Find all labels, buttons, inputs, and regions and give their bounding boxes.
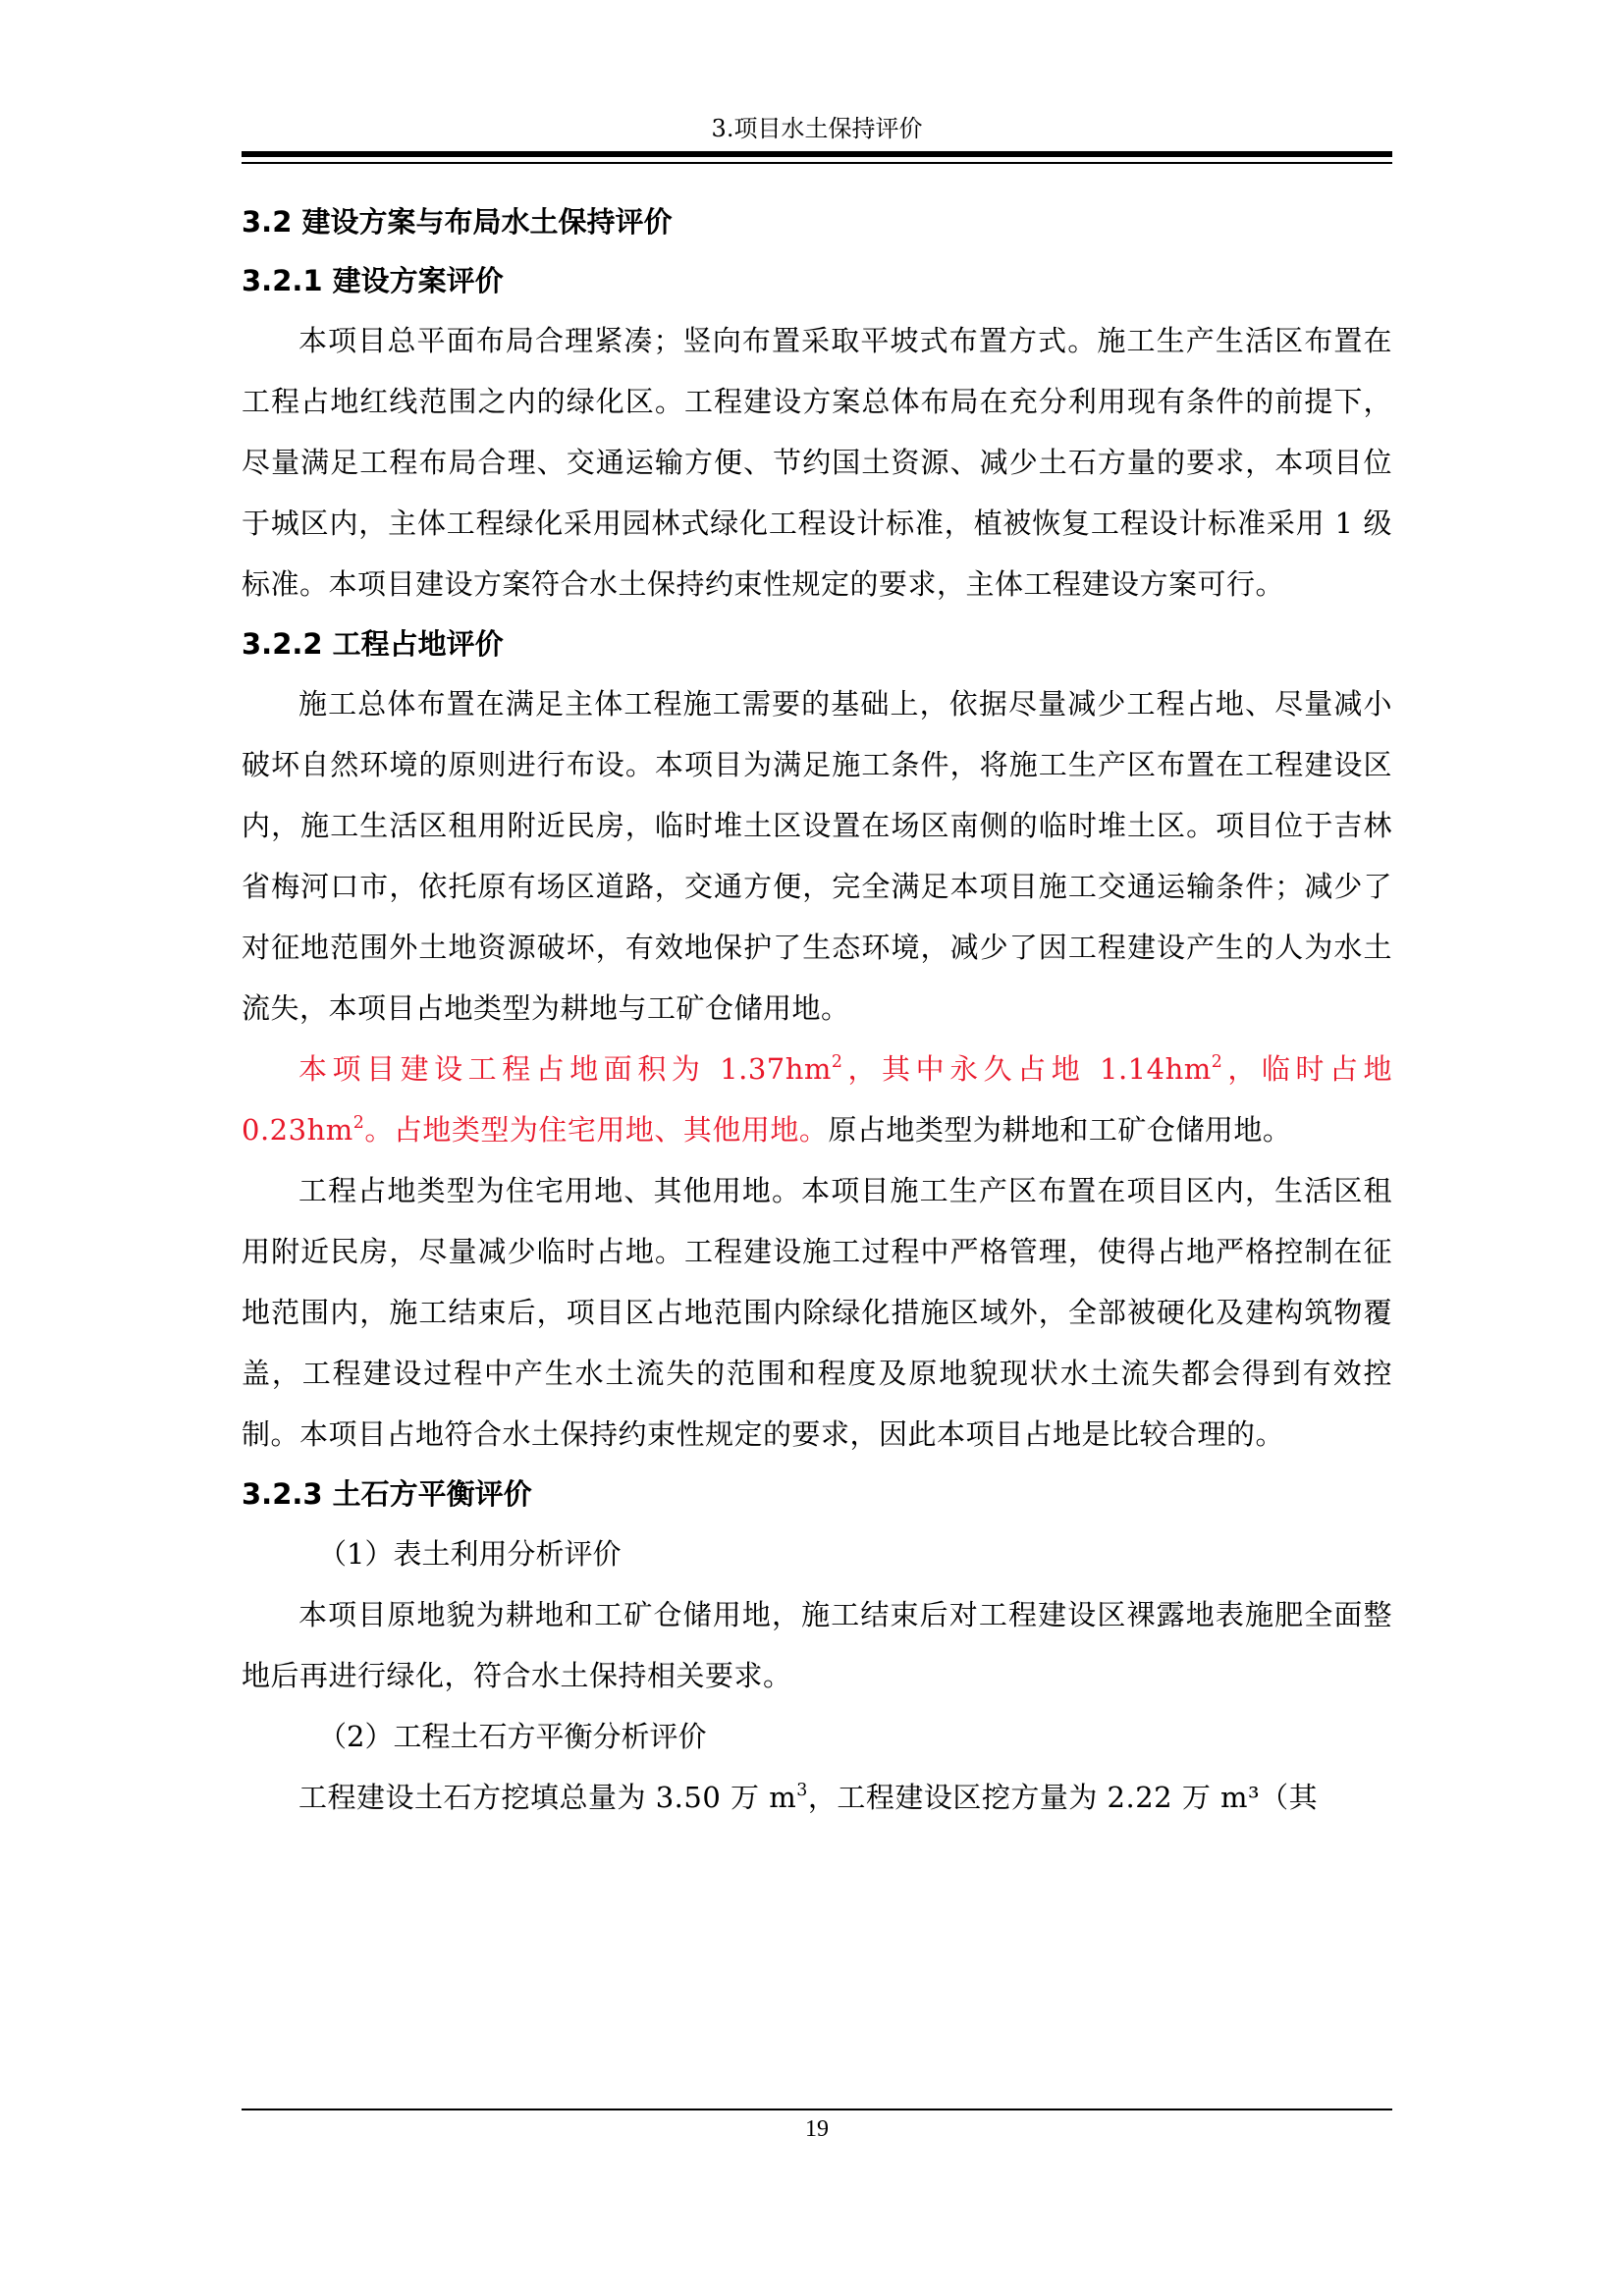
document-body — [242, 192, 1392, 1828]
sub-item-earthwork: （2）工程土石方平衡分析评价 — [318, 1720, 707, 1753]
land-type-red: 。占地类型为住宅用地、其他用地。 — [364, 1113, 829, 1147]
header-rule-thin — [242, 162, 1392, 164]
land-area-temporary: ，临时占地 0.23hm — [242, 1052, 1392, 1147]
subsection-title-3-2-1: 3.2.1 建设方案评价 — [242, 264, 504, 297]
subsection-title-3-2-3: 3.2.3 土石方平衡评价 — [242, 1477, 532, 1511]
superscript-3: 3 — [796, 1780, 808, 1800]
superscript-2: 2 — [352, 1112, 365, 1133]
earthwork-total: 工程建设土石方挖填总量为 3.50 万 m — [298, 1781, 797, 1814]
paragraph-land-occupation: 施工总体布置在满足主体工程施工需要的基础上，依据尽量减少工程占地、尽量减小破坏自然环境的原则进行布设。本项目为满足施工条件，将施工生产区布置在工程建设区内，施工生活区租用附近民房，临时堆土区设置在场区南侧的临时堆土区。项目位于吉林省梅河口市，依托原有场区道路，交通方便，完全满足本项目施工交通运输条件；减少了对征地范围外土地资源破坏，有效地保护了生态环境，减少了因工程建设产生的人为水土流失，本项目占地类型为耕地与工矿仓储用地。 — [242, 687, 1392, 1025]
page-number: 19 — [805, 2116, 829, 2142]
land-area-total: 本项目建设工程占地面积为 1.37hm — [298, 1052, 832, 1086]
superscript-2: 2 — [831, 1051, 843, 1072]
header-rule-thick — [242, 151, 1392, 157]
running-header: 3.项目水土保持评价 — [711, 115, 923, 142]
section-title: 3.2 建设方案与布局水土保持评价 — [242, 205, 673, 239]
land-area-permanent: ，其中永久占地 1.14hm — [842, 1052, 1212, 1086]
paragraph-construction-plan: 本项目总平面布局合理紧凑；竖向布置采取平坡式布置方式。施工生产生活区布置在工程占地红线范围之内的绿化区。工程建设方案总体布局在充分利用现有条件的前提下，尽量满足工程布局合理、交通运输方便、节约国土资源、减少土石方量的要求，本项目位于城区内，主体工程绿化采用园林式绿化工程设计标准，植被恢复工程设计标准采用 1 级标准。本项目建设方案符合水土保持约束性规定的要求，主体工程建设方案可行。 — [242, 324, 1392, 601]
paragraph-topsoil: 本项目原地貌为耕地和工矿仓储用地，施工结束后对工程建设区裸露地表施肥全面整地后再进行绿化，符合水土保持相关要求。 — [242, 1598, 1392, 1692]
land-type-original: 原占地类型为耕地和工矿仓储用地。 — [828, 1113, 1292, 1147]
paragraph-earthwork — [242, 1767, 1392, 1828]
footer-rule — [242, 2109, 1392, 2110]
sub-item-topsoil: （1）表土利用分析评价 — [318, 1537, 622, 1571]
paragraph-land-evaluation: 工程占地类型为住宅用地、其他用地。本项目施工生产区布置在项目区内，生活区租用附近民房，尽量减少临时占地。工程建设施工过程中严格管理，使得占地严格控制在征地范围内，施工结束后，项目区占地范围内除绿化措施区域外，全部被硬化及建构筑物覆盖，工程建设过程中产生水土流失的范围和程度及原地貌现状水土流失都会得到有效控制。本项目占地符合水土保持约束性规定的要求，因此本项目占地是比较合理的。 — [242, 1174, 1392, 1451]
earthwork-excavation: ，工程建设区挖方量为 2.22 万 m³（其 — [807, 1781, 1319, 1814]
superscript-2: 2 — [1211, 1051, 1223, 1072]
subsection-title-3-2-2: 3.2.2 工程占地评价 — [242, 627, 504, 661]
paragraph-land-area — [242, 1039, 1392, 1160]
